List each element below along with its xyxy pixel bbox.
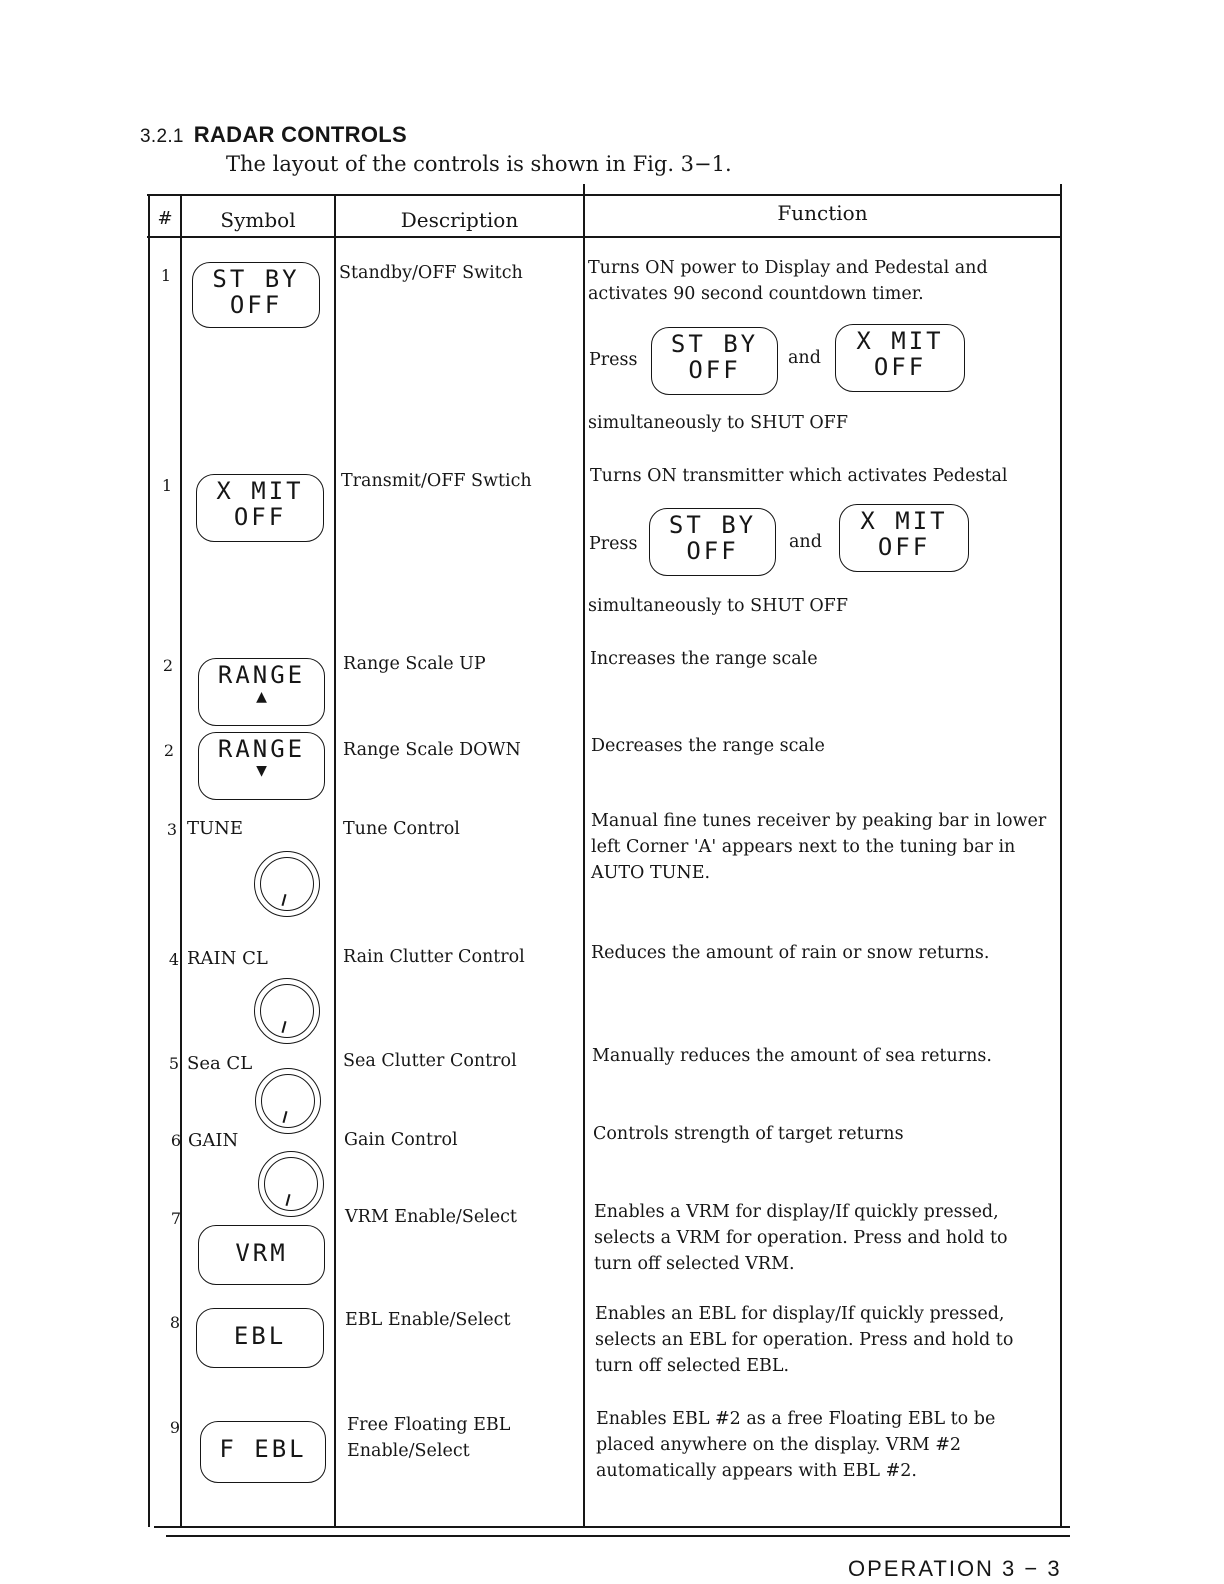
row-number: 1 (161, 476, 173, 495)
knob-icon (258, 1151, 324, 1217)
key-line-2: OFF (877, 533, 931, 561)
row-description: Sea Clutter Control (343, 1051, 517, 1071)
row-function: Controls strength of target returns (593, 1124, 904, 1144)
row-number: 3 (166, 820, 178, 839)
row-number: 2 (162, 656, 174, 675)
section-number: 3.2.1 (140, 126, 184, 147)
row-label: GAIN (188, 1130, 239, 1151)
key-line-1: ST BY (668, 511, 757, 539)
row-number: 2 (163, 741, 175, 760)
row-number: 7 (170, 1209, 182, 1228)
key-line-1: X MIT (860, 507, 948, 535)
key-line-1: ST BY (212, 265, 300, 293)
key-line-2: OFF (233, 503, 287, 531)
row-function: Reduces the amount of rain or snow returns. (591, 943, 990, 963)
row-description: Rain Clutter Control (343, 947, 525, 967)
row-function: Manual fine tunes receiver by peaking bar in lower left Corner 'A' appears next to the tuning bar in AUTO TUNE. (591, 811, 1047, 883)
key-line-2: OFF (686, 537, 739, 565)
key-line-1: X MIT (856, 327, 944, 355)
row-description: Standby/OFF Switch (339, 263, 523, 283)
header-num: # (157, 208, 173, 229)
f-ebl-key-symbol (200, 1421, 326, 1483)
key-line-2: OFF (873, 353, 927, 381)
row-function: Increases the range scale (590, 649, 818, 669)
row-number: 5 (168, 1054, 180, 1073)
table-border-right (1060, 184, 1062, 1527)
row-label: RAIN CL (187, 948, 268, 969)
section-title: RADAR CONTROLS (193, 122, 407, 147)
knob-icon (255, 1068, 321, 1134)
header-function: Function (777, 201, 868, 225)
stby-off-key-inline (649, 508, 776, 576)
key-line-1: ST BY (670, 330, 759, 358)
intro-text: The layout of the controls is shown in Fig. 3−1. (226, 152, 732, 176)
row-number: 8 (169, 1313, 181, 1332)
row-description: Range Scale UP (343, 654, 486, 674)
header-description: Description (400, 208, 519, 232)
table-header-divider (147, 236, 1061, 238)
press-label: Press (589, 534, 638, 554)
and-label: and (788, 348, 821, 368)
row-number: 6 (170, 1131, 182, 1150)
row-description: VRM Enable/Select (345, 1207, 517, 1227)
simultaneous-text: simultaneously to SHUT OFF (588, 596, 848, 616)
key-label: RANGE (217, 735, 306, 763)
row-number: 4 (168, 950, 180, 969)
table-border-bottom (154, 1526, 1070, 1528)
stby-off-key-symbol (192, 262, 320, 328)
simultaneous-text: simultaneously to SHUT OFF (588, 413, 848, 433)
and-label: and (789, 532, 822, 552)
key-label: RANGE (217, 661, 306, 689)
row-function: Enables EBL #2 as a free Floating EBL to be placed anywhere on the display. VRM #2 automatically appears with EBL #2. (596, 1409, 996, 1481)
col-divider-2 (334, 194, 336, 1527)
stby-off-key-inline (651, 327, 778, 395)
row-function: Enables a VRM for display/If quickly pressed, selects a VRM for operation. Press and hold to turn off selected VRM. (594, 1202, 1008, 1274)
range-down-key-symbol (198, 732, 325, 800)
row-label: Sea CL (187, 1053, 253, 1074)
row-function: Decreases the range scale (591, 736, 825, 756)
knob-icon (254, 851, 320, 917)
row-description: EBL Enable/Select (345, 1310, 511, 1330)
row-description: Tune Control (343, 819, 460, 839)
row-function: Turns ON power to Display and Pedestal and activates 90 second countdown timer. (588, 258, 988, 304)
xmit-off-key-inline (839, 504, 969, 572)
row-label: TUNE (187, 818, 244, 839)
row-function: Enables an EBL for display/If quickly pressed, selects an EBL for operation. Press and hold to turn off selected EBL. (595, 1304, 1014, 1376)
page-footer: OPERATION 3 − 3 (848, 1556, 1062, 1581)
key-label: VRM (235, 1239, 288, 1267)
key-label: F EBL (219, 1435, 307, 1463)
xmit-off-key-symbol (196, 474, 324, 542)
row-function: Turns ON transmitter which activates Pedestal (590, 466, 1008, 486)
vrm-key-symbol (198, 1225, 325, 1285)
table-border-left (148, 194, 150, 1527)
knob-icon (254, 978, 320, 1044)
press-label: Press (589, 350, 638, 370)
row-description: Range Scale DOWN (343, 740, 521, 760)
key-line-1: X MIT (216, 477, 304, 505)
row-number: 1 (160, 266, 172, 285)
row-number: 9 (169, 1418, 181, 1437)
key-line-2: OFF (688, 356, 741, 384)
key-label: EBL (233, 1322, 287, 1350)
triangle-down-icon: ▼ (256, 760, 267, 781)
section-heading (140, 122, 407, 148)
table-border-top (147, 194, 1061, 196)
row-description: Free Floating EBL Enable/Select (347, 1415, 511, 1461)
key-line-2: OFF (229, 291, 283, 319)
footer-rule (166, 1535, 1070, 1537)
triangle-up-icon: ▲ (256, 686, 267, 707)
header-symbol: Symbol (220, 208, 296, 232)
row-function: Manually reduces the amount of sea returns. (592, 1046, 992, 1066)
row-description: Transmit/OFF Swtich (341, 471, 532, 491)
row-description: Gain Control (344, 1130, 458, 1150)
xmit-off-key-inline (835, 324, 965, 392)
range-up-key-symbol (198, 658, 325, 726)
ebl-key-symbol (196, 1308, 324, 1368)
